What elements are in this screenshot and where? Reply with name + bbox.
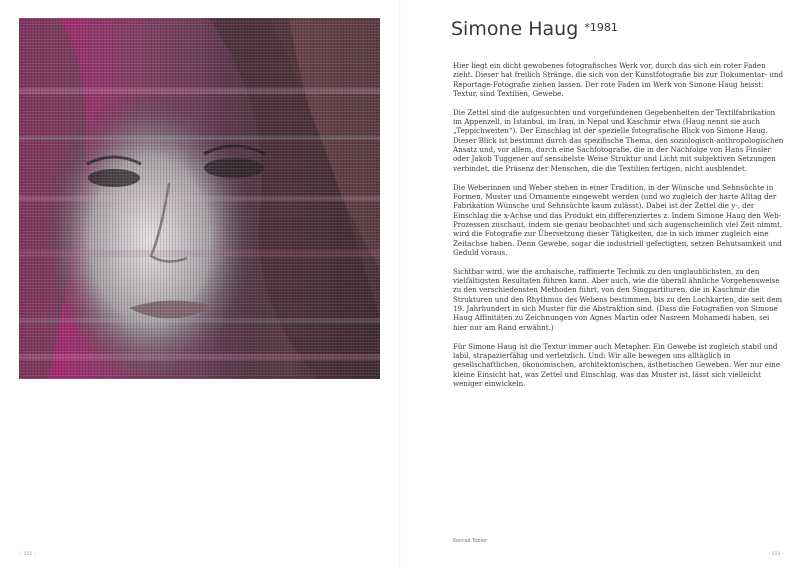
portrait-image xyxy=(19,18,380,379)
artist-name: Simone Haug xyxy=(451,18,579,40)
essay-author: Konrad Tobler xyxy=(453,538,488,544)
page-number-left: – 212 – xyxy=(20,552,36,557)
essay-paragraph: Die Zettel sind die aufgesuchten und vorgefundenen Gegebenheiten der Textilfabrikation im Appenzell, in Istanbul, im Iran, in Nepal und Kaschmir etwa (Haug nennt sie auch „Teppichweiten“). Der Einschlag ist der spezielle fotografische Blick von Simone Haug. Dieser Blick ist bestimmt durch das spezifische Thema, den soziologisch-anthropologischen Ansatz und, vor allem, durch eine Sachfotografie, die in der Nachfolge von Hans Finsler oder Jakob Tuggener auf sensibelste Weise Struktur und Licht mit subjektiven Setzungen verbindet, die Präsenz der Menschen, die die Textilien fertigen, nicht ausblendet. xyxy=(453,107,784,173)
artist-heading xyxy=(451,18,618,40)
page-number-right: – 213 – xyxy=(768,552,784,557)
essay-body xyxy=(453,61,785,398)
woven-portrait-photograph xyxy=(19,18,380,379)
essay-paragraph: Für Simone Haug ist die Textur immer auch Metapher. Ein Gewebe ist zugleich stabil und labil, strapazierfähig und verletzlich. Und: Wir alle bewegen uns alltäglich in gesellschaftlichen, ökonomischen, architektonischen, ästhetischen Geweben. Wer nur eine kleine Einsicht hat, was Zettel und Einschlag, was das Muster ist, lässt sich vielleicht weniger einwickeln. xyxy=(453,341,781,388)
artist-birth-year: *1981 xyxy=(584,21,618,34)
essay-paragraph: Die Weberinnen und Weber stehen in einer Tradition, in der Wünsche und Sehnsüchte in Formen, Muster und Ornamente eingewebt werden (und wo zugleich der harte Alltag der Fabrikation Wünsche und Sehnsüchte kaum zulässt). Dabei ist der Zettel die y-, der Einschlag die x-Achse und das Produkt ein differenziertes z. Indem Simone Haug den Web-Prozessen zuschaut, indem sie genau beobachtet und sich augenscheinlich viel Zeit nimmt, wird die Fotografie zur Übersetzung dieser Tätigkeiten, die in sich immer zugleich eine Zeitachse haben. Denn Gewebe, sogar die industriell gefertigten, setzen Behutsamkeit und Geduld voraus. xyxy=(453,182,783,257)
book-gutter xyxy=(399,0,401,568)
essay-paragraph: Sichtbar wird, wie die archaische, raffinierte Technik zu den unglaublichsten, zu den vielfältigsten Resultaten führen kann. Aber auch, wie die überall ähnliche Vorgehensweise zu den verschiedensten Methoden führt, von den Singpartituren, die in Kaschmir die Strukturen und den Rhythmus des Webens bestimmen, bis zu den Lochkarten, die seit dem 19. Jahrhundert in sich Muster für die Abstraktion sind. (Dass die Fotografien von Simone Haug Affinitäten zu Zeichnungen von Agnes Martin oder Nasreen Mohamedi haben, sei hier nur am Rand erwähnt.) xyxy=(453,266,783,332)
essay-paragraph: Hier liegt ein dicht gewobenes fotografisches Werk vor, durch das sich ein roter Faden zieht. Dieser hat freilich Stränge, die sich von der Kunstfotografie bis zur Dokumentar- und Reportage-Fotografie ziehen lassen. Der rote Faden im Werk von Simone Haug heisst: Textur, sind Textilien, Gewebe. xyxy=(453,61,784,99)
